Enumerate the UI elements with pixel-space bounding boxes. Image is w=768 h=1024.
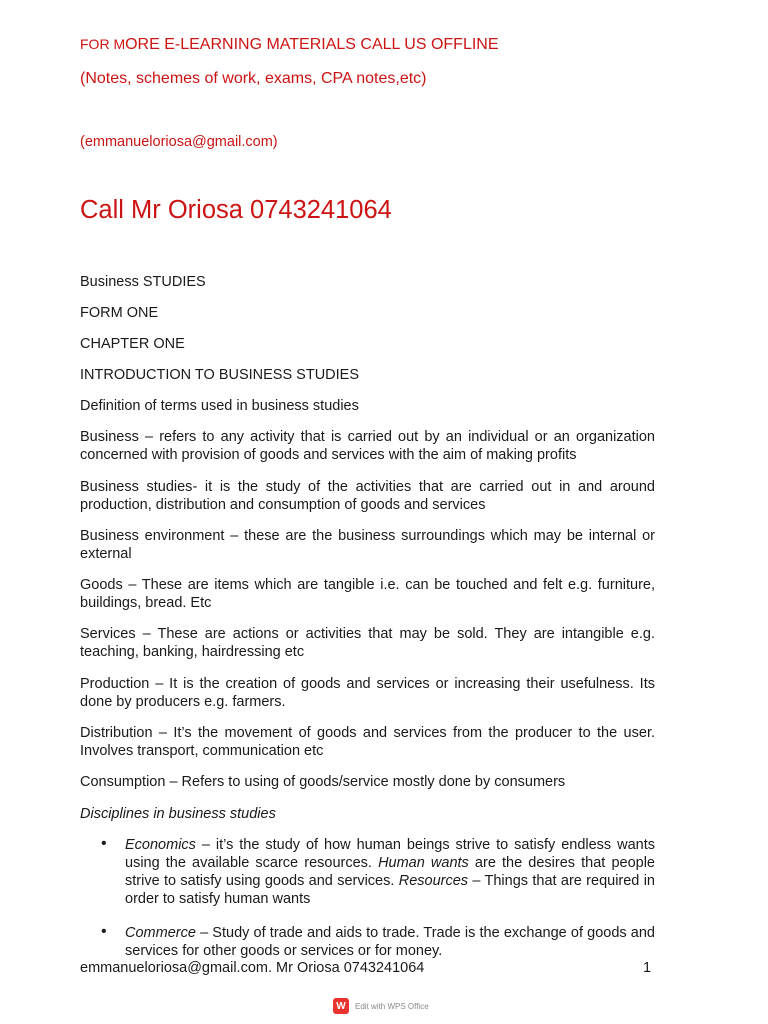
definition-text: – These are items which are tangible i.e. can be touched and felt e.g. furniture, buildings, bread. Etc [80,577,655,611]
page-number: 1 [643,960,652,976]
promo-subline: (Notes, schemes of work, exams, CPA notes,etc) [80,70,427,87]
definition-term: Business studies [80,479,193,495]
discipline-term: Resources [398,873,469,889]
chapter-title: CHAPTER ONE [80,336,185,352]
definition-goods [80,576,655,612]
definition-text: – Refers to using of goods/service mostly done by consumers [165,774,566,790]
bullet-icon: • [101,923,107,940]
wps-watermark[interactable] [333,998,429,1014]
definition-term: Services [80,626,136,642]
discipline-text: – Study of trade and aids to trade. Trade is the exchange of goods and services for other goods or services or for money. [125,925,655,959]
subject-title: Business STUDIES [80,274,206,290]
definition-term: Goods [80,577,123,593]
definition-text: – these are the business surroundings which may be internal or external [80,528,655,562]
definition-consumption [80,773,655,791]
form-title: FORM ONE [80,305,159,321]
bullet-icon: • [101,835,107,852]
discipline-text: – it’s the study of how human beings strive to satisfy endless wants using the available scarce resources. [125,837,655,871]
definition-distribution [80,724,655,760]
definition-production [80,675,655,711]
discipline-term: Economics [125,837,196,853]
discipline-term: Commerce [125,925,196,941]
promo-rest: ORE E-LEARNING MATERIALS CALL US OFFLINE [125,36,499,53]
definition-business-environment [80,527,655,563]
promo-prefix: FOR M [80,36,126,52]
definitions-heading: Definition of terms used in business studies [80,398,359,414]
wps-label: Edit with WPS Office [355,1001,429,1011]
footer-text: emmanueloriosa@gmail.com. Mr Oriosa 0743241064 [80,960,425,976]
definition-term: Business environment [80,528,225,544]
definition-term: Production [80,676,150,692]
topic-title: INTRODUCTION TO BUSINESS STUDIES [80,367,360,383]
definition-term: Consumption [80,774,166,790]
discipline-text: are the desires that people strive to satisfy using goods and services. [125,855,655,889]
definition-term: Business [80,429,139,445]
discipline-commerce [125,924,655,960]
definition-business-studies [80,478,655,514]
promo-line [80,36,499,54]
discipline-text: – Things that are required in order to satisfy human wants [125,873,655,907]
definition-services [80,625,655,661]
definition-text: – refers to any activity that is carried out by an individual or an organization concerned with provision of goods and services with the aim of making profits [80,429,655,463]
definition-text: – These are actions or activities that may be sold. They are intangible e.g. teaching, banking, hairdressing etc [80,626,655,660]
definition-text: – It’s the movement of goods and services from the producer to the user. Involves transport, communication etc [80,725,655,759]
definition-text: - it is the study of the activities that are carried out in and around production, distribution and consumption of goods and services [80,479,655,513]
definition-text: – It is the creation of goods and services or increasing their usefulness. Its done by producers e.g. farmers. [80,676,655,710]
definition-business [80,428,655,464]
promo-email: (emmanueloriosa@gmail.com) [80,134,278,150]
call-line: Call Mr Oriosa 0743241064 [80,196,392,224]
discipline-economics [125,836,655,908]
definition-term: Distribution [80,725,153,741]
wps-logo-icon: W [333,998,349,1014]
disciplines-heading: Disciplines in business studies [80,806,276,822]
discipline-term: Human wants [378,855,469,871]
